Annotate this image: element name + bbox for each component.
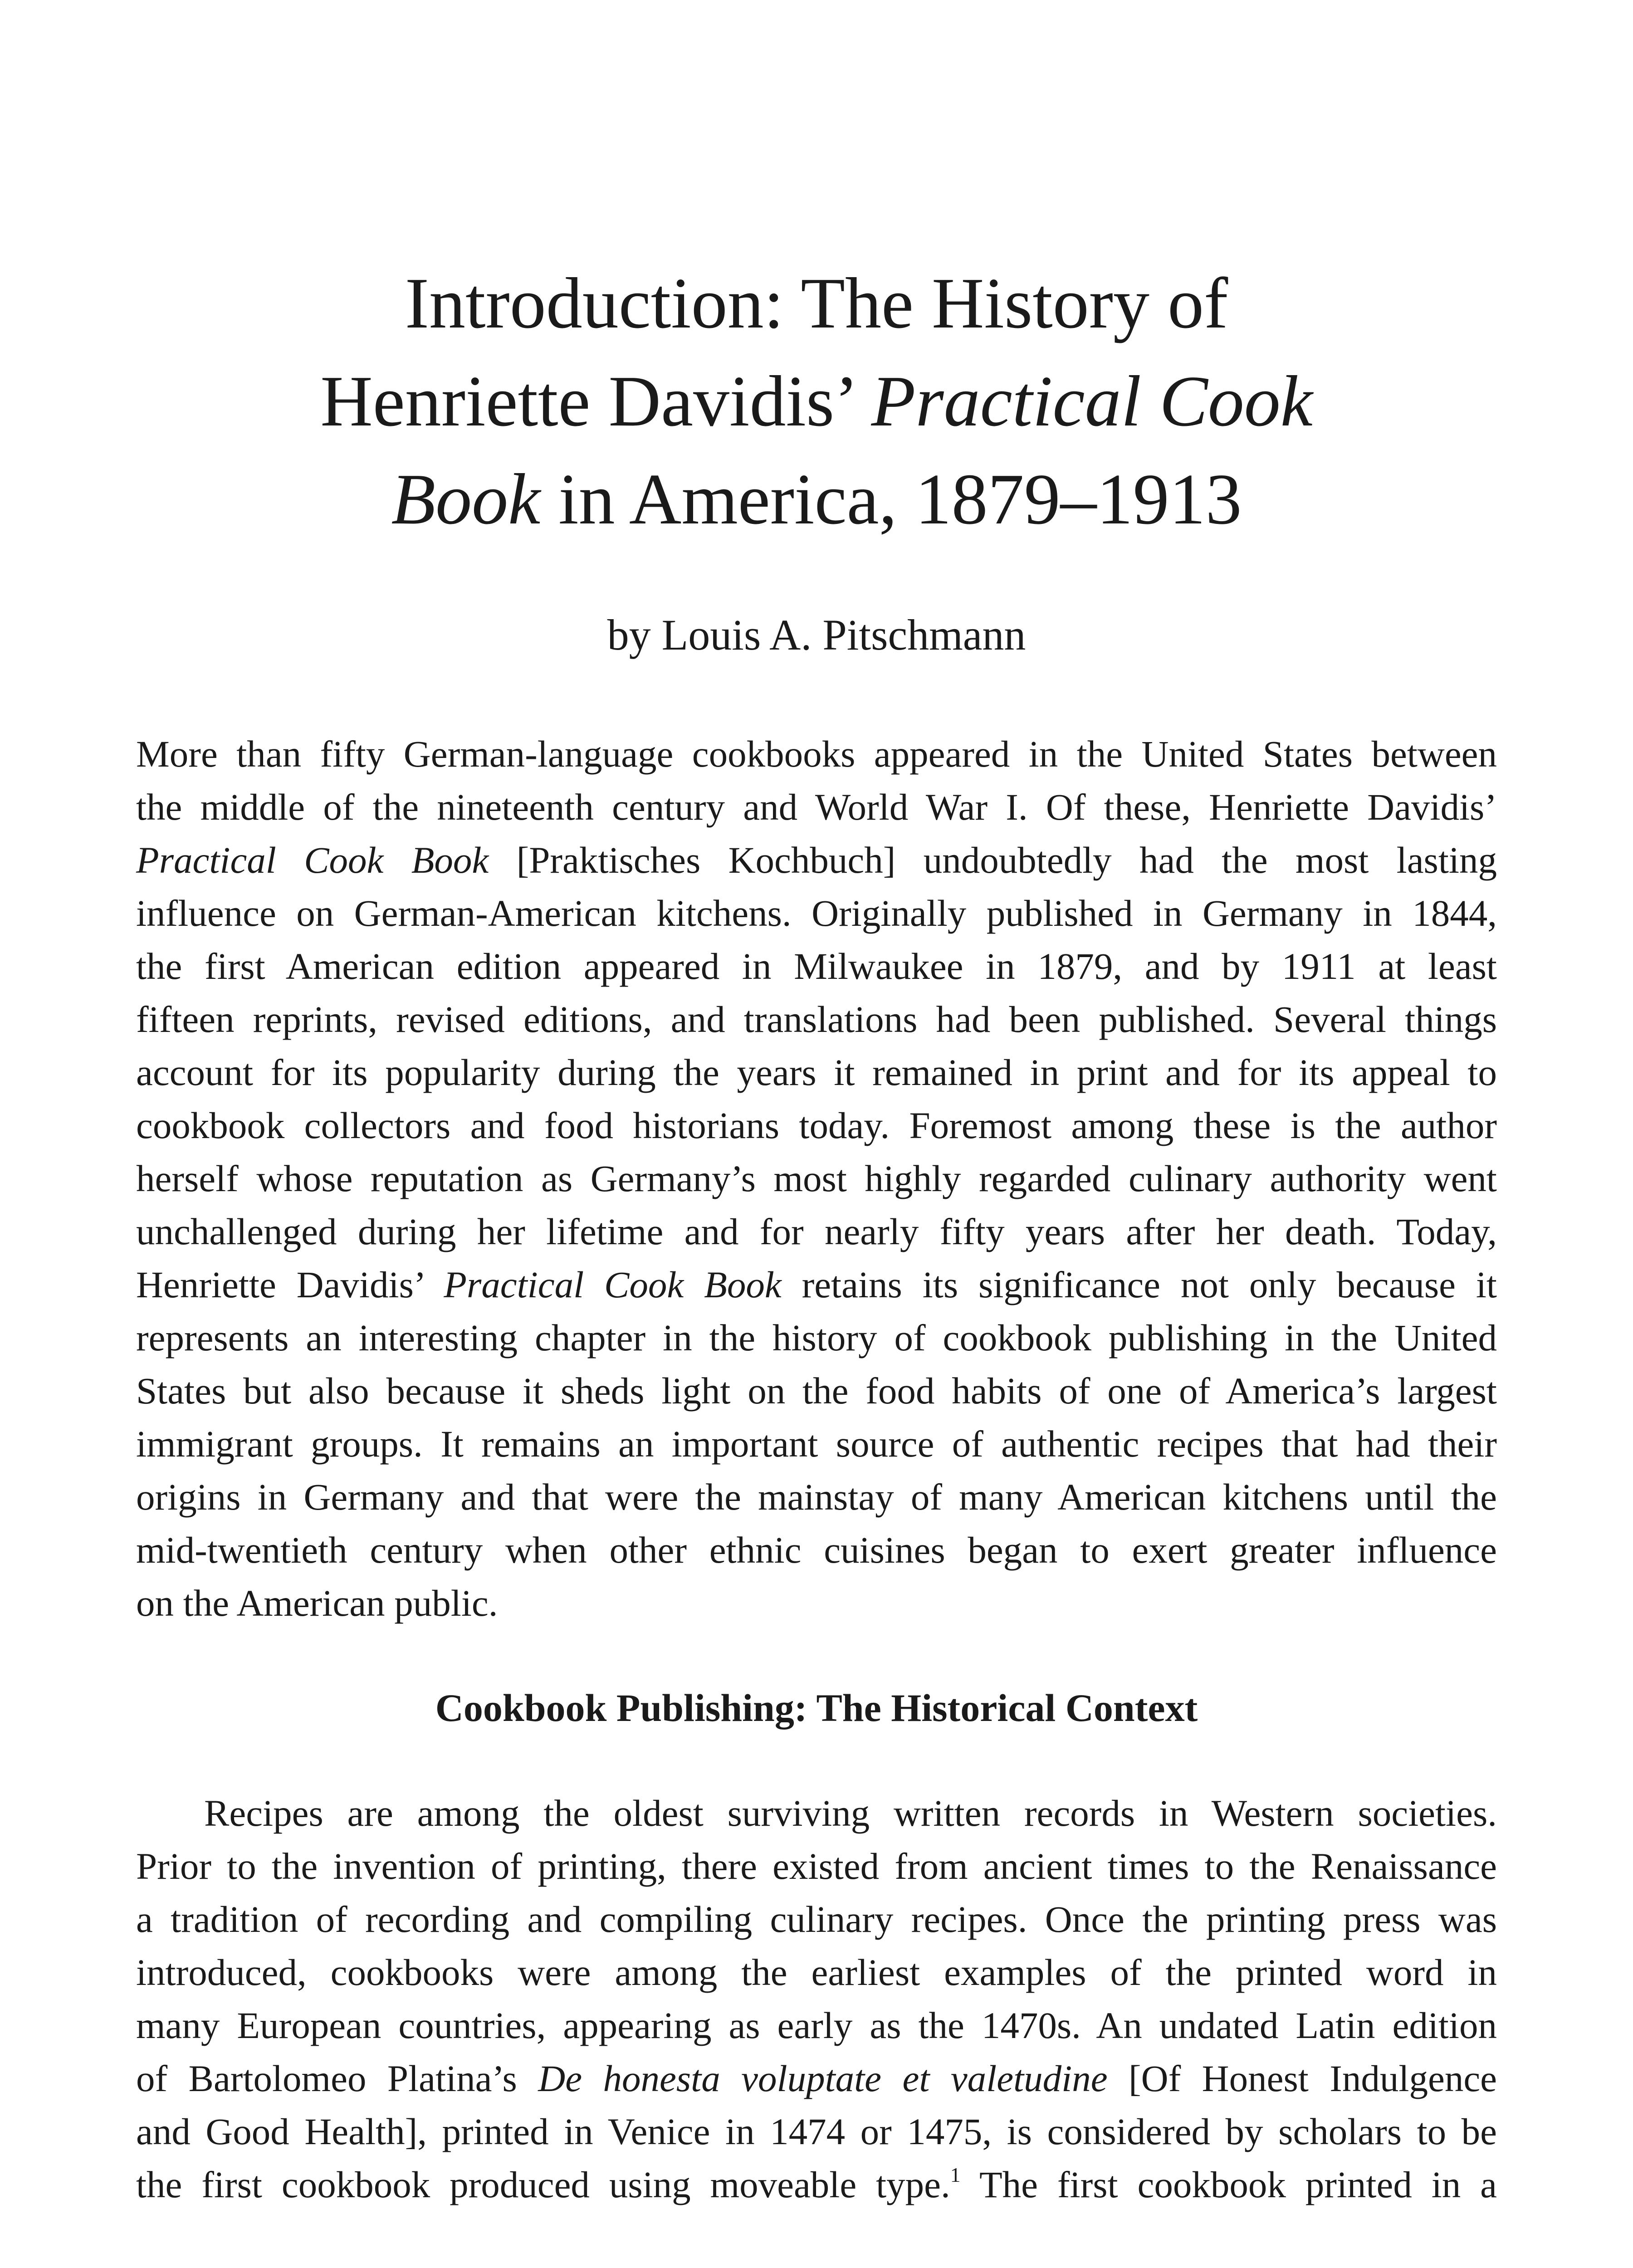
footnote-reference[interactable]: 1 [950,2163,961,2186]
book-title-italic: De honesta voluptate et valetudine [538,2058,1108,2099]
book-title-italic: Practical Cook Book [136,839,489,881]
title-italic-text: Book [391,459,541,539]
text-line: the first American edition appeared in Milwaukee in 1879, and by 1911 at least [136,945,1497,987]
title-line-1: Introduction: The History of [405,263,1228,343]
author-byline: by Louis A. Pitschmann [607,611,1026,659]
text-line: cookbook collectors and food historians today. Foremost among these is the author [136,1105,1497,1146]
book-title-italic: Practical Cook Book [444,1264,782,1305]
title-line-3 [136,450,1497,548]
text-line: represents an interesting chapter in the history of cookbook publishing in the United [136,1317,1497,1359]
paragraph-intro [136,728,1497,1630]
text-line: fifteen reprints, revised editions, and translations had been published. Several things [136,998,1497,1040]
title-line-2 [136,352,1497,450]
text-line: the middle of the nineteenth century and World War I. Of these, Henriette Davidis’ [136,786,1497,828]
text-line [136,1258,1497,1311]
text-run: [Of Honest Indulgence [1107,2058,1497,2099]
text-line: unchallenged during her lifetime and for nearly fifty years after her death. Today, [136,1211,1497,1252]
text-run: Henriette Davidis’ [136,1264,444,1305]
paragraph-history [136,1787,1497,2211]
text-line: many European countries, appearing as early as the 1470s. An undated Latin edition [136,2004,1497,2046]
text-line: Prior to the invention of printing, there existed from ancient times to the Renaissance [136,1845,1497,1887]
text-line [136,834,1497,887]
title-text: in America, 1879–1913 [540,459,1242,539]
text-line: introduced, cookbooks were among the earliest examples of the printed word in [136,1951,1497,1993]
text-run: [Praktisches Kochbuch] undoubtedly had the most lasting [489,839,1497,881]
text-line [136,2158,1497,2211]
text-line: influence on German-American kitchens. Originally published in Germany in 1844, [136,892,1497,934]
text-run: retains its significance not only because it [781,1264,1497,1305]
text-line: More than fifty German-language cookbooks appeared in the United States between [136,733,1497,775]
title-text: Henriette Davidis’ [320,361,871,441]
text-line: origins in Germany and that were the mainstay of many American kitchens until the [136,1476,1497,1518]
text-run: The first cookbook printed in a [960,2164,1497,2205]
text-line: and Good Health], printed in Venice in 1474 or 1475, is considered by scholars to be [136,2111,1497,2152]
section-heading: Cookbook Publishing: The Historical Context [435,1686,1198,1730]
text-line: mid-twentieth century when other ethnic cuisines began to exert greater influence [136,1529,1497,1571]
text-run: of Bartolomeo Platina’s [136,2058,538,2099]
text-line: immigrant groups. It remains an important source of authentic recipes that had their [136,1423,1497,1465]
title-italic-text: Practical Cook [871,361,1313,441]
text-run: the first cookbook produced using moveable type. [136,2164,950,2205]
text-line: on the American public. [136,1582,498,1624]
text-line: States but also because it sheds light on the food habits of one of America’s largest [136,1370,1497,1412]
text-line: herself whose reputation as Germany’s most highly regarded culinary authority went [136,1158,1497,1199]
text-line: a tradition of recording and compiling culinary recipes. Once the printing press was [136,1898,1497,1940]
text-line [136,2052,1497,2105]
text-line: account for its popularity during the years it remained in print and for its appeal to [136,1051,1497,1093]
page-title [136,254,1497,548]
text-line: Recipes are among the oldest surviving written records in Western societies. [204,1792,1497,1834]
